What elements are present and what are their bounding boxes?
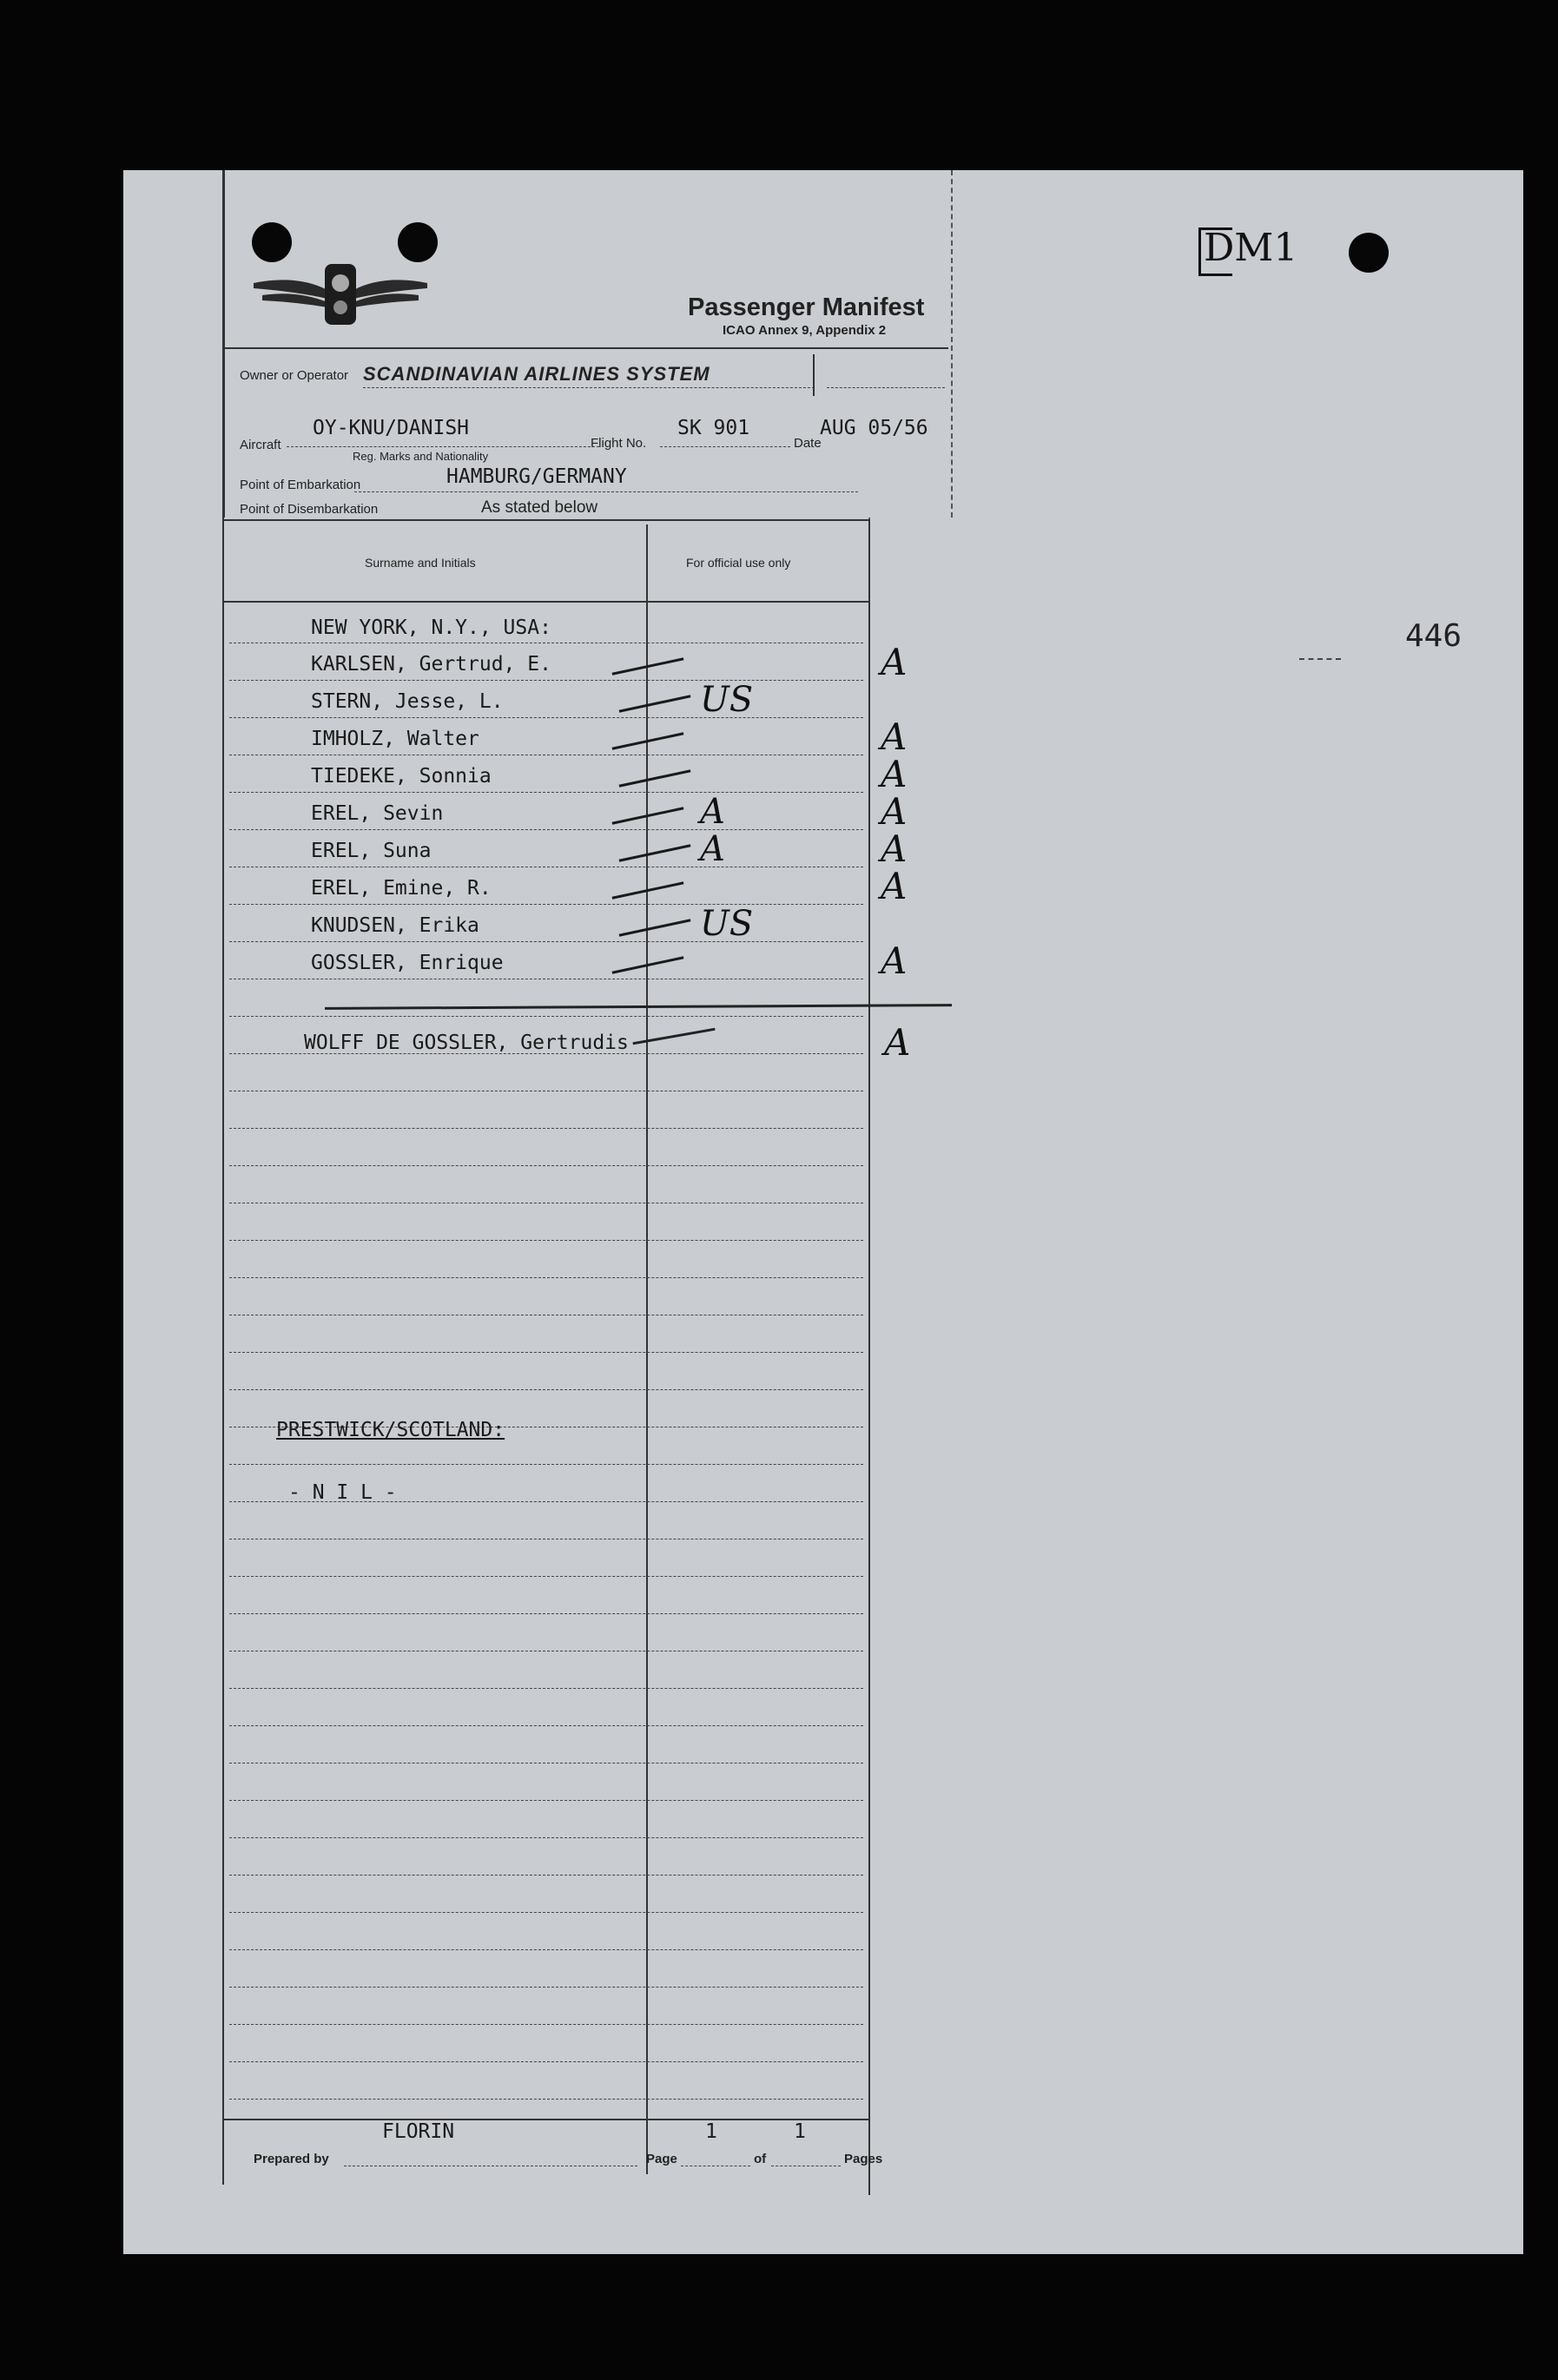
ruled-line <box>229 1912 863 1913</box>
owner-label: Owner or Operator <box>240 368 349 383</box>
sas-wings-logo-icon <box>245 257 436 335</box>
passenger-name: IMHOLZ, Walter <box>311 728 479 750</box>
aircraft-value: OY-KNU/DANISH <box>313 417 470 439</box>
passenger-side-mark-extra: A <box>884 1021 911 1064</box>
ruled-line <box>229 904 863 905</box>
ruled-line <box>229 1016 863 1017</box>
ruled-line <box>229 1277 863 1278</box>
table-right-edge <box>868 519 870 2195</box>
date-value: AUG 05/56 <box>820 417 928 439</box>
passenger-side-mark: A <box>881 939 908 982</box>
ruled-line <box>229 2024 863 2025</box>
owner-value: SCANDINAVIAN AIRLINES SYSTEM <box>363 363 710 385</box>
section-heading-prestwick: PRESTWICK/SCOTLAND: <box>276 1419 505 1441</box>
page-number-dash <box>1299 658 1341 660</box>
reg-marks-label: Reg. Marks and Nationality <box>353 450 489 463</box>
passenger-name: EREL, Emine, R. <box>311 877 492 900</box>
passenger-side-mark: A <box>881 827 908 870</box>
ruled-line <box>229 1613 863 1614</box>
passenger-side-mark: A <box>881 753 908 795</box>
ruled-line <box>229 2061 863 2062</box>
owner-divider <box>813 354 815 396</box>
ruled-line <box>229 1389 863 1390</box>
ruled-line <box>229 1128 863 1129</box>
passenger-side-mark: A <box>881 865 908 907</box>
of-label: of <box>754 2152 767 2166</box>
passenger-official-mark: A <box>700 792 725 832</box>
passenger-name: GOSSLER, Enrique <box>311 952 504 974</box>
disembark-label: Point of Disembarkation <box>240 502 379 517</box>
flight-value: SK 901 <box>677 417 750 439</box>
punch-hole-top-right <box>1349 233 1389 273</box>
passenger-name: TIEDEKE, Sonnia <box>311 765 492 788</box>
ruled-line <box>229 1800 863 1801</box>
date-label: Date <box>794 436 822 451</box>
ruled-line <box>229 1837 863 1838</box>
passenger-official-mark: US <box>700 680 754 720</box>
passenger-official-mark: A <box>700 829 725 869</box>
table-top-line <box>222 519 868 521</box>
passenger-name: KARLSEN, Gertrud, E. <box>311 653 551 676</box>
disembark-value: As stated below <box>481 498 598 517</box>
flight-line <box>660 446 790 447</box>
ruled-line <box>229 1688 863 1689</box>
passenger-official-mark: US <box>700 904 754 944</box>
footer-top-line <box>222 2119 868 2120</box>
passenger-name: EREL, Sevin <box>311 802 444 825</box>
ruled-line <box>229 1240 863 1241</box>
form-left-edge <box>222 170 224 2185</box>
passenger-name: STERN, Jesse, L. <box>311 690 504 713</box>
ruled-line <box>229 1949 863 1950</box>
ruled-line <box>229 1875 863 1876</box>
prepared-value: FLORIN <box>382 2120 455 2143</box>
embark-label: Point of Embarkation <box>240 478 361 492</box>
aircraft-line <box>287 446 599 447</box>
section-heading-newyork: NEW YORK, N.Y., USA: <box>311 616 551 639</box>
owner-line-right <box>827 387 945 388</box>
ruled-line <box>229 2099 863 2100</box>
ruled-line <box>229 1165 863 1166</box>
passenger-side-mark: A <box>881 715 908 758</box>
ruled-line <box>229 680 863 681</box>
passenger-name: KNUDSEN, Erika <box>311 914 479 937</box>
owner-line <box>363 387 815 388</box>
aircraft-label: Aircraft <box>240 438 281 452</box>
col-header-names: Surname and Initials <box>365 556 476 570</box>
ruled-line <box>229 1352 863 1353</box>
form-title: Passenger Manifest <box>688 293 925 321</box>
page-label: Page <box>646 2152 677 2166</box>
page-value: 1 <box>705 2120 717 2143</box>
pages-label: Pages <box>844 2152 883 2166</box>
passenger-name-extra: WOLFF DE GOSSLER, Gertrudis <box>304 1032 629 1054</box>
prepared-label: Prepared by <box>254 2152 329 2166</box>
stamp-mark: DM1 <box>1204 226 1298 270</box>
ruled-line <box>229 941 863 942</box>
ruled-line <box>229 792 863 793</box>
page-number: 446 <box>1405 618 1462 654</box>
passenger-name: EREL, Suna <box>311 840 432 862</box>
ruled-line <box>229 1987 863 1988</box>
stamp-mark-box <box>1198 227 1232 276</box>
header-separator <box>222 347 948 349</box>
ruled-line <box>229 1464 863 1465</box>
ruled-line <box>229 829 863 830</box>
column-divider <box>646 524 648 2174</box>
embark-value: HAMBURG/GERMANY <box>446 465 627 488</box>
of-value: 1 <box>794 2120 806 2143</box>
embark-line <box>354 491 858 492</box>
col-header-official: For official use only <box>686 556 791 570</box>
section-entry-nil: - N I L - <box>288 1481 397 1504</box>
ruled-line <box>229 1725 863 1726</box>
passenger-side-mark: A <box>881 790 908 833</box>
ruled-line <box>229 1763 863 1764</box>
form-subtitle: ICAO Annex 9, Appendix 2 <box>723 323 887 338</box>
table-header-bottom <box>222 601 868 603</box>
ruled-line <box>229 1576 863 1577</box>
passenger-side-mark: A <box>881 641 908 683</box>
flight-label: Flight No. <box>591 436 647 451</box>
ruled-line <box>229 717 863 718</box>
